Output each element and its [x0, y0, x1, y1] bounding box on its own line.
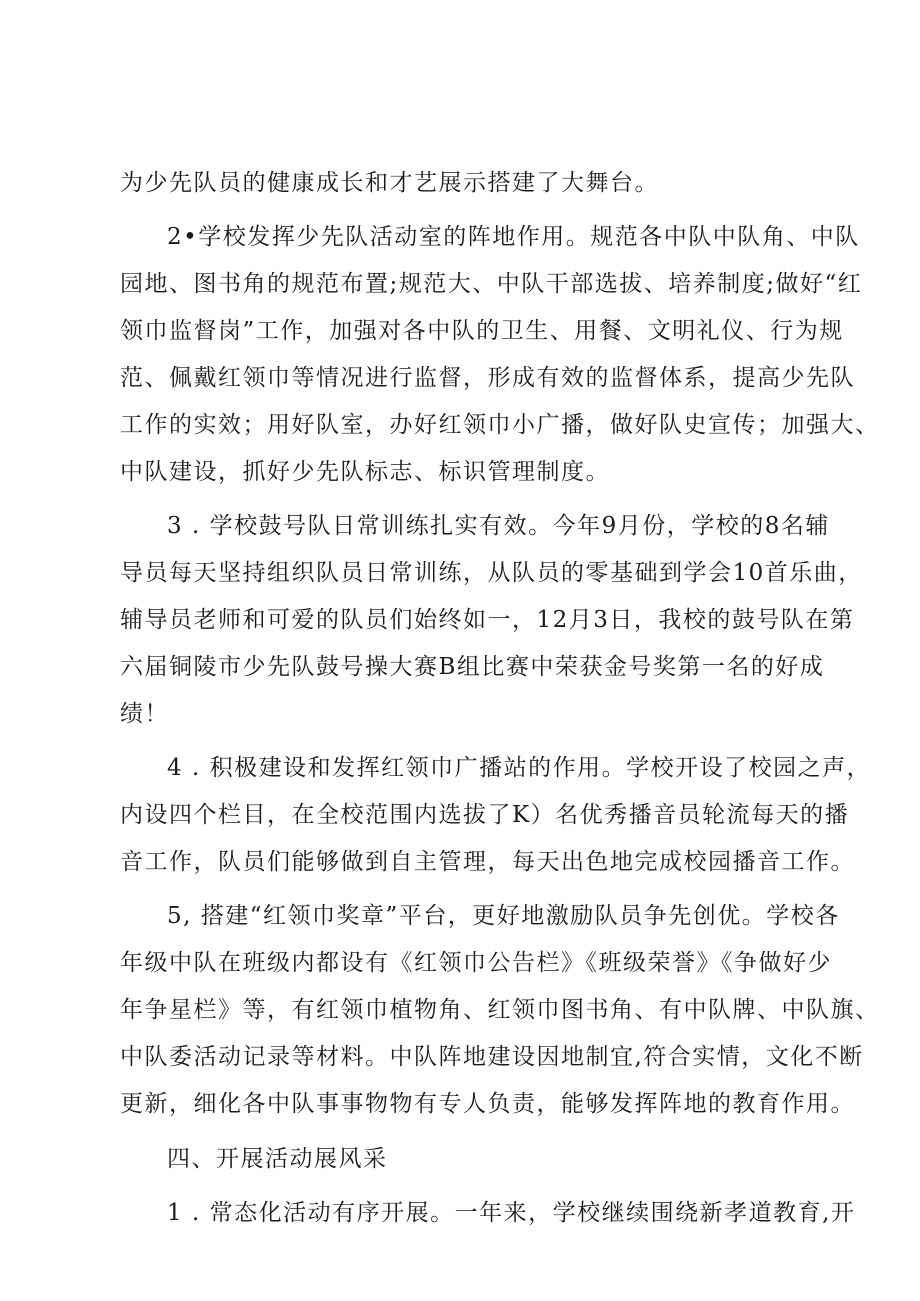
paragraph-2-start: 2•学校发挥少先队活动室的阵地作用。规范各中队中队角、中队	[167, 224, 860, 250]
paragraph-activity-start: 1 . 常态化活动有序开展。一年来，学校继续围绕新孝道教育,开	[167, 1200, 856, 1226]
text-line: 范、佩戴红领巾等情况进行监督，形成有效的监督体系，提高少先队	[120, 365, 855, 391]
paragraph-3-start: 3 . 学校鼓号队日常训练扎实有效。今年9月份，学校的8名辅	[167, 513, 830, 539]
text-line: 年级中队在班级内都设有《红领巾公告栏》《班级荣誉》《争做好少	[120, 950, 832, 976]
text-line: 导员每天坚持组织队员日常训练，从队员的零基础到学会10首乐曲，	[120, 560, 863, 586]
document-page	[120, 160, 880, 1237]
text-line: 辅导员老师和可爱的队员们始终如一，12月3日，我校的鼓号队在第	[120, 607, 855, 633]
paragraph-4-start: 4 . 积极建设和发挥红领巾广播站的作用。学校开设了校园之声，	[167, 755, 872, 781]
section-heading: 四、开展活动展风采	[167, 1146, 388, 1172]
text-line: 工作的实效；用好队室，办好红领巾小广播，做好队史宣传；加强大、	[120, 412, 880, 438]
text-line: 领巾监督岗”工作，加强对各中队的卫生、用餐、文明礼仪、行为规	[120, 318, 844, 344]
text-line: 中队建设，抓好少先队标志、标识管理制度。	[120, 459, 610, 485]
text-line: 园地、图书角的规范布置;规范大、中队干部选拔、培养制度;做好“红	[120, 271, 863, 297]
text-line: 更新，细化各中队事事物物有专人负责，能够发挥阵地的教育作用。	[120, 1091, 855, 1117]
text-line: 内设四个栏目，在全校范围内选拔了K）名优秀播音员轮流每天的播	[120, 802, 850, 828]
text-line: 绩！	[120, 701, 169, 727]
text-line: 为少先队员的健康成长和才艺展示搭建了大舞台。	[120, 170, 659, 196]
text-line: 中队委活动记录等材料。中队阵地建设因地制宜,符合实情，文化不断	[120, 1044, 864, 1070]
text-line: 年争星栏》等，有红领巾植物角、红领巾图书角、有中队牌、中队旗、	[120, 997, 880, 1023]
text-line: 六届铜陵市少先队鼓号操大赛B组比赛中荣获金号奖第一名的好成	[120, 654, 825, 680]
text-line: 音工作，队员们能够做到自主管理，每天出色地完成校园播音工作。	[120, 849, 855, 875]
paragraph-5-start: 5, 搭建“红领巾奖章”平台，更好地激励队员争先创优。学校各	[167, 903, 840, 929]
